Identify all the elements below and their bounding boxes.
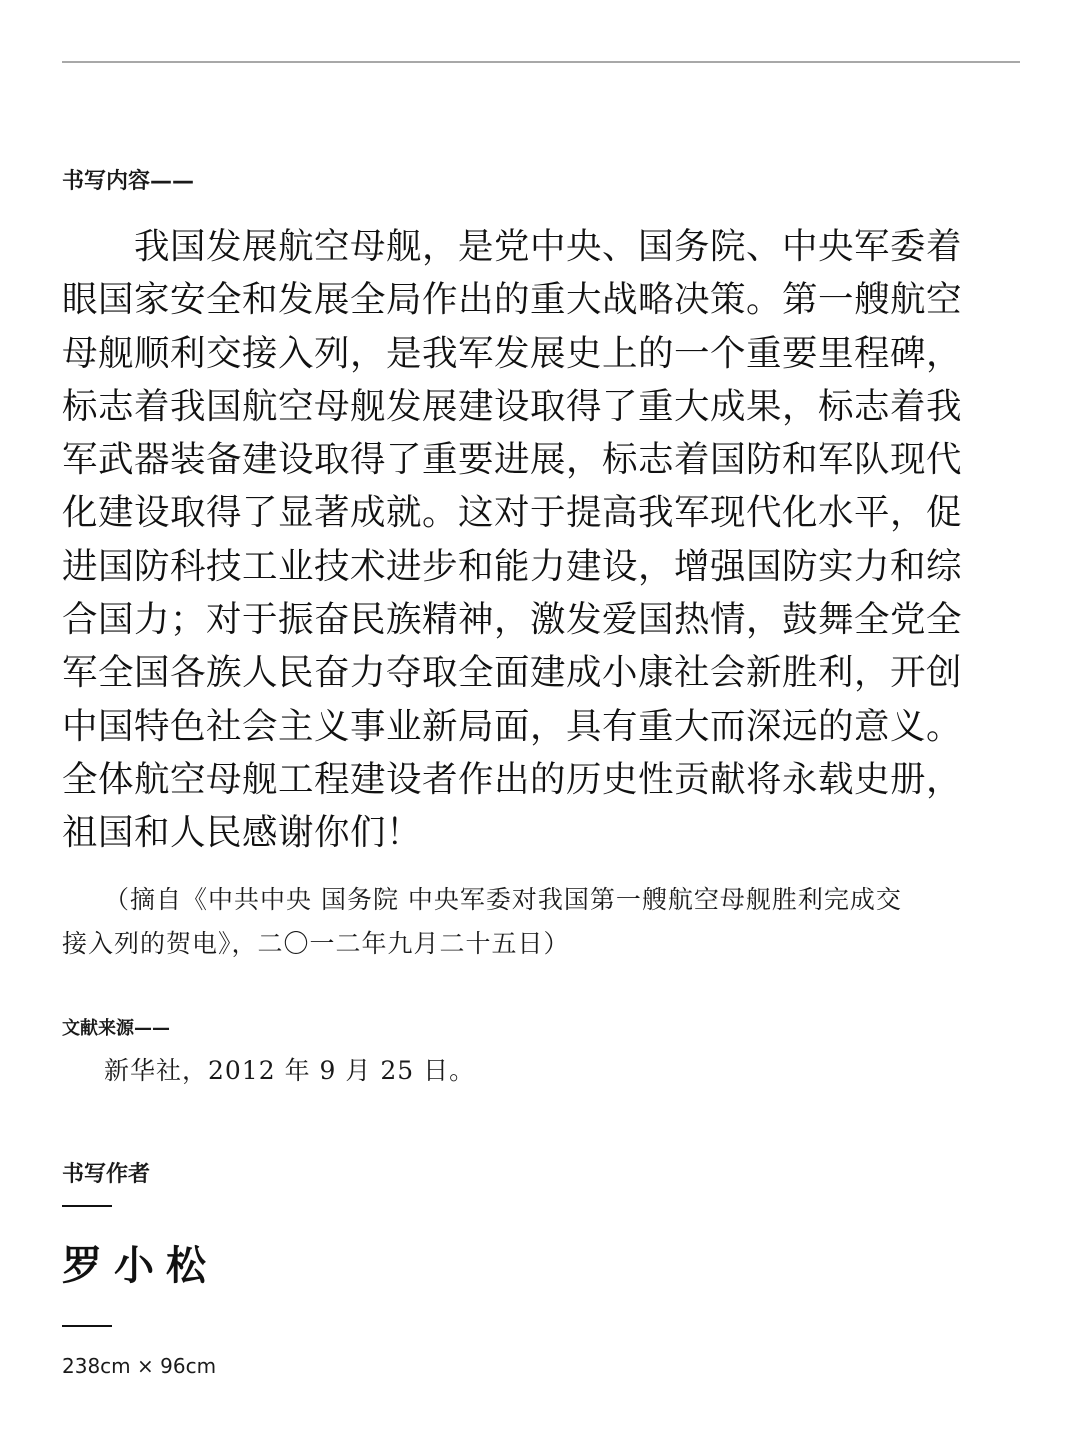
citation-line: 接入列的贺电》，二〇一二年九月二十五日） [62,929,570,958]
author-name: 罗小松 [62,1242,218,1289]
source-text: 新华社，2012 年 9 月 25 日。 [104,1056,476,1085]
body-line: 标志着我国航空母舰发展建设取得了重大成果，标志着我 [62,385,963,427]
body-line: 祖国和人民感谢你们！ [62,812,423,854]
body-line: 我国发展航空母舰，是党中央、国务院、中央军委着 [134,226,963,267]
body-line: 进国防科技工业技术进步和能力建设，增强国防实力和综 [62,545,963,587]
body-line: 军全国各族人民奋力夺取全面建成小康社会新胜利，开创 [62,652,963,694]
body-line: 中国特色社会主义事业新局面，具有重大而深远的意义。 [62,705,963,747]
body-line: 军武器装备建设取得了重要进展，标志着国防和军队现代 [62,439,963,481]
author-divider-bottom [62,1325,112,1327]
section-label-source: 文献来源—— [62,1018,170,1039]
body-text [62,220,1022,860]
body-line: 母舰顺利交接入列，是我军发展史上的一个重要里程碑， [62,332,963,374]
citation-line: （摘自《中共中央 国务院 中央军委对我国第一艘航空母舰胜利完成交 [104,885,902,914]
body-line: 化建设取得了显著成就。这对于提高我军现代化水平，促 [62,492,963,534]
body-line: 合国力；对于振奋民族精神，激发爱国热情，鼓舞全党全 [62,599,963,641]
work-dimensions: 238cm × 96cm [62,1354,217,1378]
body-line: 眼国家安全和发展全局作出的重大战略决策。第一艘航空 [62,279,963,321]
citation [62,878,1022,966]
body-line: 全体航空母舰工程建设者作出的历史性贡献将永载史册， [62,758,963,800]
section-label-content: 书写内容—— [62,169,195,194]
section-label-author: 书写作者 [62,1162,151,1187]
author-divider-top [62,1205,112,1207]
top-divider [62,61,1020,63]
